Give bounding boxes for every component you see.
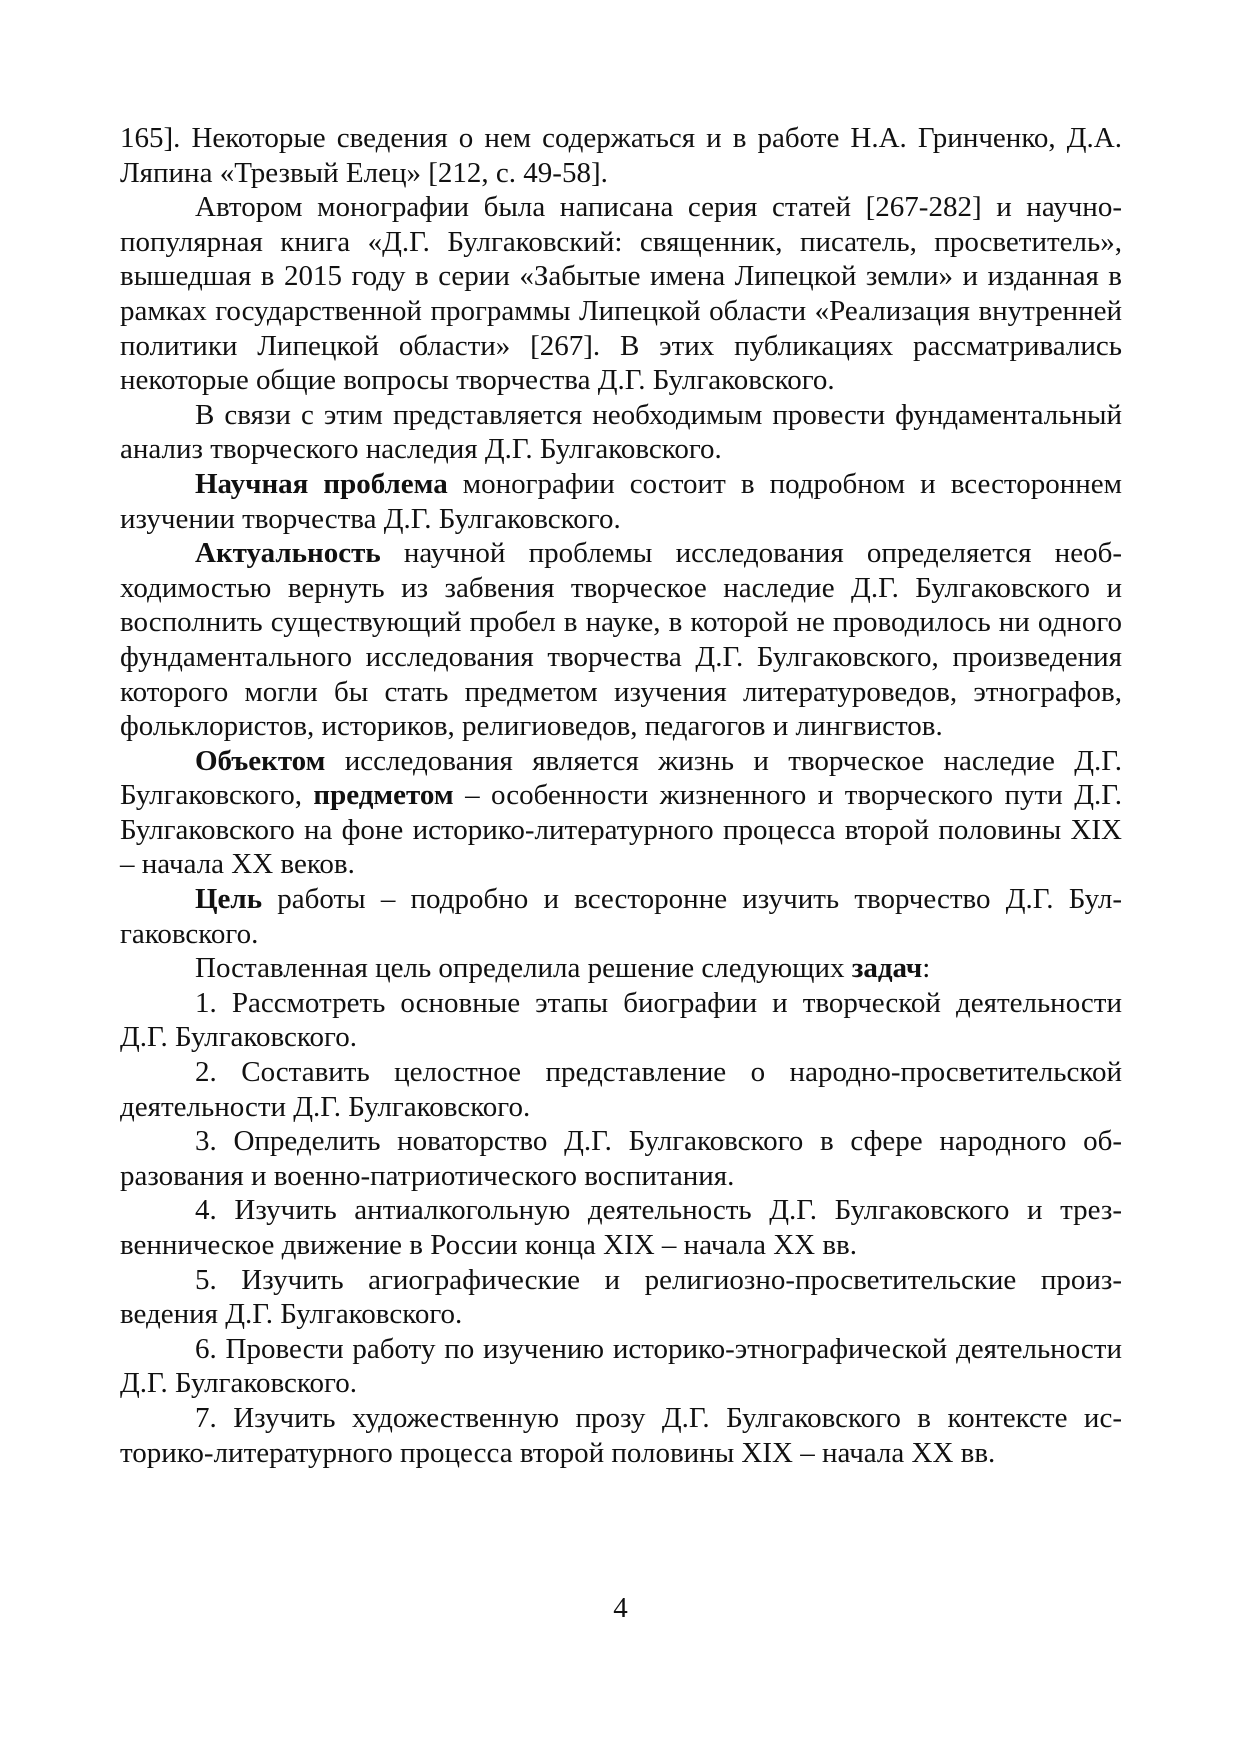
page-number: 4 [613,1592,628,1624]
paragraph-2: Автором монографии была написана серия статей [267-282] и научно-популярная книга «Д.Г. Булгаковский: священник, писатель, просветитель», вышедшая в 2015 году в серии «Забытые имена Липецкой земли» и изданная в рамках государственной программы Липецкой области «Реализация внутренней политики Липецкой области» [267]. В этих публикациях рассматривались некоторые общие вопросы творчества Д.Г. Булгаковского. [120,191,1122,397]
task-item: 4. Изучить антиалкогольную деятельность Д.Г. Булгаковского и трезвенническое движение в России конца XIX – начала XX вв. [120,1194,1122,1261]
paragraph-3: В связи с этим представляется необходимым провести фундаментальный анализ творческого наследия Д.Г. Булгаковского. [120,398,1122,466]
paragraph-8-tail: : [922,952,931,985]
paragraph-tasks-intro [120,951,1122,986]
term-subject: предметом [313,779,454,812]
paragraph-6-text-1: исследования является жизнь и творческое наследие Д.Г. Булгаковского, [120,744,1122,812]
term-scientific-problem: Научная проблема [195,467,448,500]
paragraph-8-text: Поставленная цель определила решение следующих [195,952,852,985]
paragraph-1: 165]. Некоторые сведения о нем содержаться и в работе Н.А. Гринченко, Д.А. Ляпина «Трезвый Елец» [212, с. 49-58]. [120,122,1122,189]
task-item: 2. Составить целостное представление о народно-просветительской деятельности Д.Г. Булгаковского. [120,1056,1122,1123]
term-relevance: Актуальность [195,537,381,570]
paragraph-goal [120,882,1122,951]
task-item: 3. Определить новаторство Д.Г. Булгаковского в сфере народного образования и военно-патриотического воспитания. [120,1125,1122,1192]
paragraph-scientific-problem [120,467,1122,536]
paragraph-6-text-2: – особенности жизненного и творческого пути Д.Г. Булгаковского на фоне историко-литературного процесса второй половины XIX – начала XX веков. [120,779,1122,881]
page-body [120,121,1122,1470]
paragraph-4-text: монографии состоит в подробном и всестороннем изучении творчества Д.Г. Булгаковского. [120,467,1122,535]
paragraph-object-subject [120,744,1122,882]
task-item: 7. Изучить художественную прозу Д.Г. Булгаковского в контексте историко-литературного процесса второй половины XIX – начала XX вв. [120,1401,1122,1469]
task-item: 1. Рассмотреть основные этапы биографии и творческой деятельности Д.Г. Булгаковского. [120,986,1122,1054]
paragraph-7-text: работы – подробно и всесторонне изучить творчество Д.Г. Булгаковского. [120,883,1122,950]
task-item: 6. Провести работу по изучению историко-этнографической деятельности Д.Г. Булгаковского. [120,1332,1122,1400]
term-object: Объектом [195,744,326,777]
paragraph-relevance [120,536,1122,744]
task-item: 5. Изучить агиографические и религиозно-просветительские произведения Д.Г. Булгаковского. [120,1263,1122,1331]
term-tasks: задач [851,952,923,985]
paragraph-5-text: научной проблемы исследования определяется необходимостью вернуть из забвения творческое наследие Д.Г. Булгаковского и восполнить существующий пробел в науке, в которой не проводилось ни одного фундаментального исследования творчества Д.Г. Булгаковского, произведения которого могли бы стать предметом изучения литературоведов, этнографов, фольклористов, историков, религиоведов, педагогов и лингвистов. [120,537,1122,743]
term-goal: Цель [195,883,263,916]
